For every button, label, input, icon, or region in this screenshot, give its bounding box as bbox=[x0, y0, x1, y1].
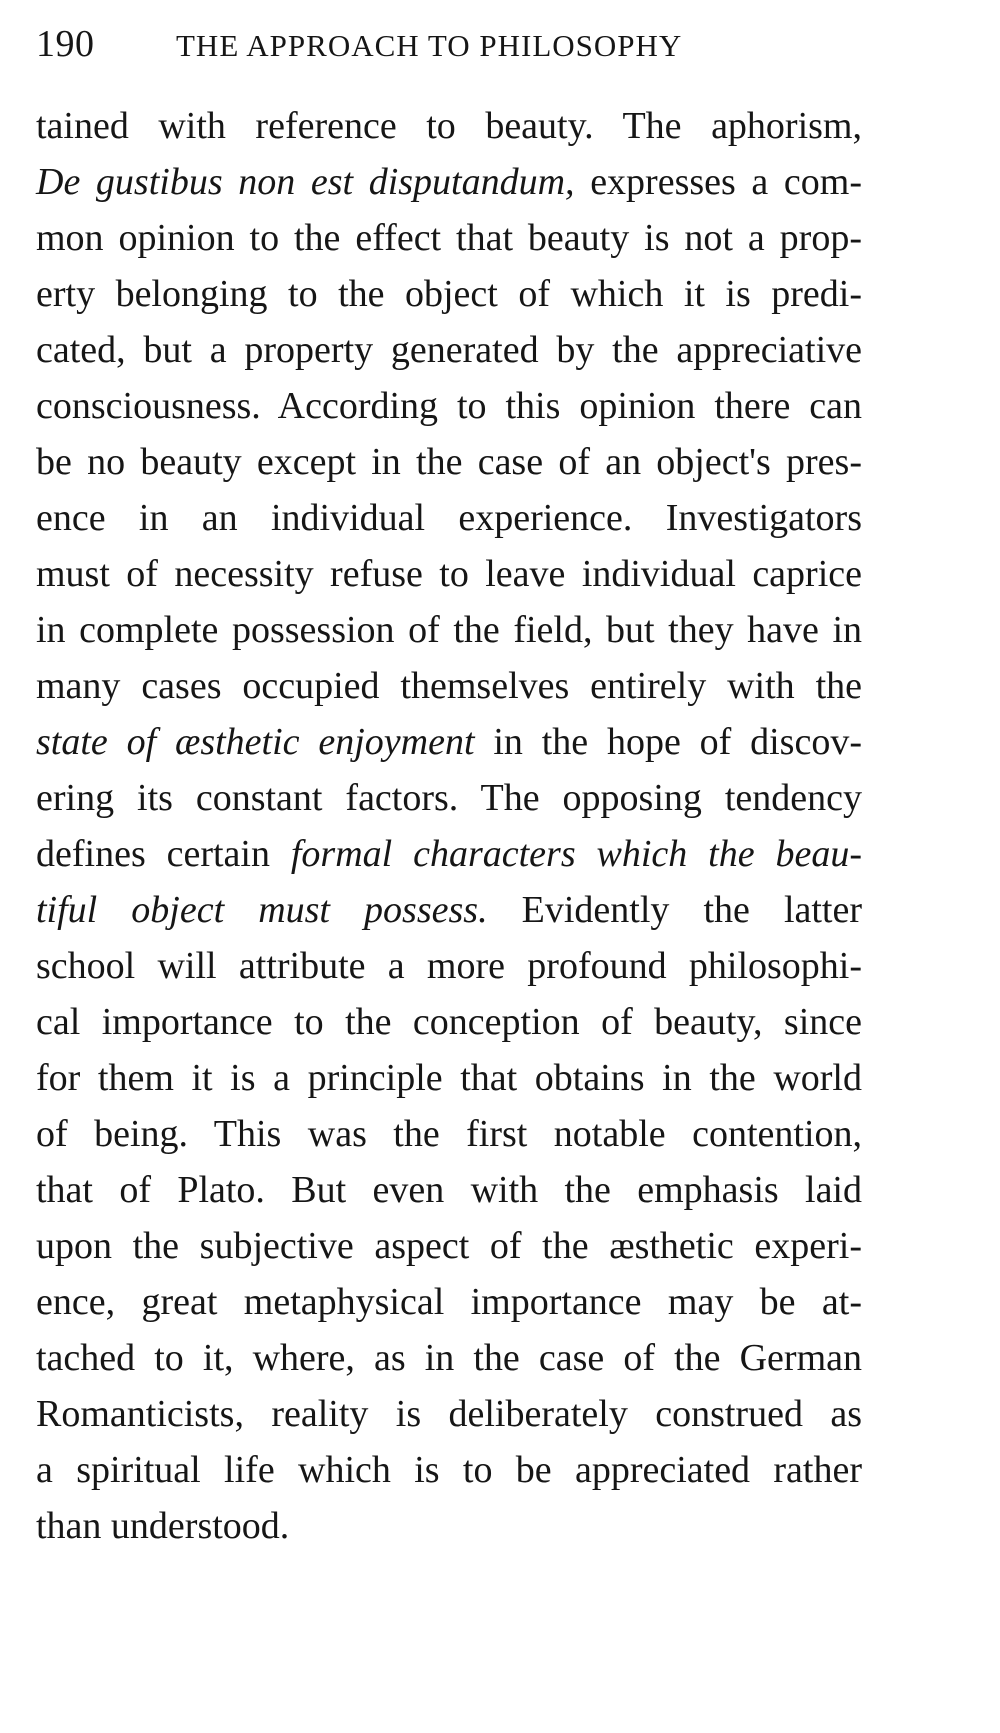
text-segment: must of necessity refuse to leave individual caprice bbox=[36, 553, 862, 595]
running-head bbox=[36, 22, 936, 82]
text-line bbox=[36, 266, 862, 322]
text-line bbox=[36, 770, 862, 826]
text-line bbox=[36, 714, 862, 770]
text-segment: a spiritual life which is to be appreciated rather bbox=[36, 1449, 862, 1491]
text-line bbox=[36, 490, 862, 546]
text-line bbox=[36, 658, 862, 714]
italic-text-segment: formal characters which the beau- bbox=[290, 833, 862, 875]
text-segment: consciousness. According to this opinion there can bbox=[36, 385, 862, 427]
text-segment: Romanticists, reality is deliberately construed as bbox=[36, 1393, 862, 1435]
text-line bbox=[36, 1050, 862, 1106]
text-segment: many cases occupied themselves entirely with the bbox=[36, 665, 862, 707]
text-segment: in the hope of discov- bbox=[474, 721, 862, 763]
text-line bbox=[36, 1498, 862, 1554]
text-line bbox=[36, 1274, 862, 1330]
text-segment: than understood. bbox=[36, 1505, 290, 1547]
text-line bbox=[36, 378, 862, 434]
text-line bbox=[36, 1386, 862, 1442]
text-segment: cated, but a property generated by the appreciative bbox=[36, 329, 862, 371]
text-segment: upon the subjective aspect of the æsthetic experi- bbox=[36, 1225, 862, 1267]
text-segment: cal importance to the conception of beauty, since bbox=[36, 1001, 862, 1043]
text-line bbox=[36, 1442, 862, 1498]
text-line bbox=[36, 826, 862, 882]
text-line bbox=[36, 1218, 862, 1274]
text-segment: mon opinion to the effect that beauty is not a prop- bbox=[36, 217, 862, 259]
text-line bbox=[36, 882, 862, 938]
italic-text-segment: De gustibus non est disputandum, bbox=[36, 161, 575, 203]
running-title: THE APPROACH TO PHILOSOPHY bbox=[176, 28, 683, 63]
text-segment: expresses a com- bbox=[574, 161, 862, 203]
text-segment: of being. This was the first notable contention, bbox=[36, 1113, 862, 1155]
text-line bbox=[36, 1162, 862, 1218]
text-segment: tached to it, where, as in the case of the German bbox=[36, 1337, 862, 1379]
text-segment: Evidently the latter bbox=[487, 889, 862, 931]
text-segment: school will attribute a more profound philosophi- bbox=[36, 945, 862, 987]
text-segment: for them it is a principle that obtains in the world bbox=[36, 1057, 862, 1099]
text-segment: ering its constant factors. The opposing tendency bbox=[36, 777, 862, 819]
text-line bbox=[36, 1106, 862, 1162]
text-line bbox=[36, 938, 862, 994]
page-number: 190 bbox=[36, 23, 95, 65]
text-segment: ence in an individual experience. Investigators bbox=[36, 497, 862, 539]
text-line bbox=[36, 1330, 862, 1386]
text-line bbox=[36, 546, 862, 602]
text-segment: erty belonging to the object of which it is predi- bbox=[36, 273, 862, 315]
text-line bbox=[36, 602, 862, 658]
text-line bbox=[36, 434, 862, 490]
text-line bbox=[36, 210, 862, 266]
text-segment: that of Plato. But even with the emphasis laid bbox=[36, 1169, 862, 1211]
italic-text-segment: state of æsthetic enjoyment bbox=[36, 721, 475, 763]
text-line bbox=[36, 98, 862, 154]
text-segment: ence, great metaphysical importance may be at- bbox=[36, 1281, 862, 1323]
text-line bbox=[36, 994, 862, 1050]
text-segment: tained with reference to beauty. The aphorism, bbox=[36, 105, 862, 147]
text-segment: be no beauty except in the case of an object's pres- bbox=[36, 441, 862, 483]
text-line bbox=[36, 154, 862, 210]
text-segment: defines certain bbox=[36, 833, 291, 875]
text-segment: in complete possession of the field, but they have in bbox=[36, 609, 862, 651]
text-line bbox=[36, 322, 862, 378]
italic-text-segment: tiful object must possess. bbox=[36, 889, 488, 931]
